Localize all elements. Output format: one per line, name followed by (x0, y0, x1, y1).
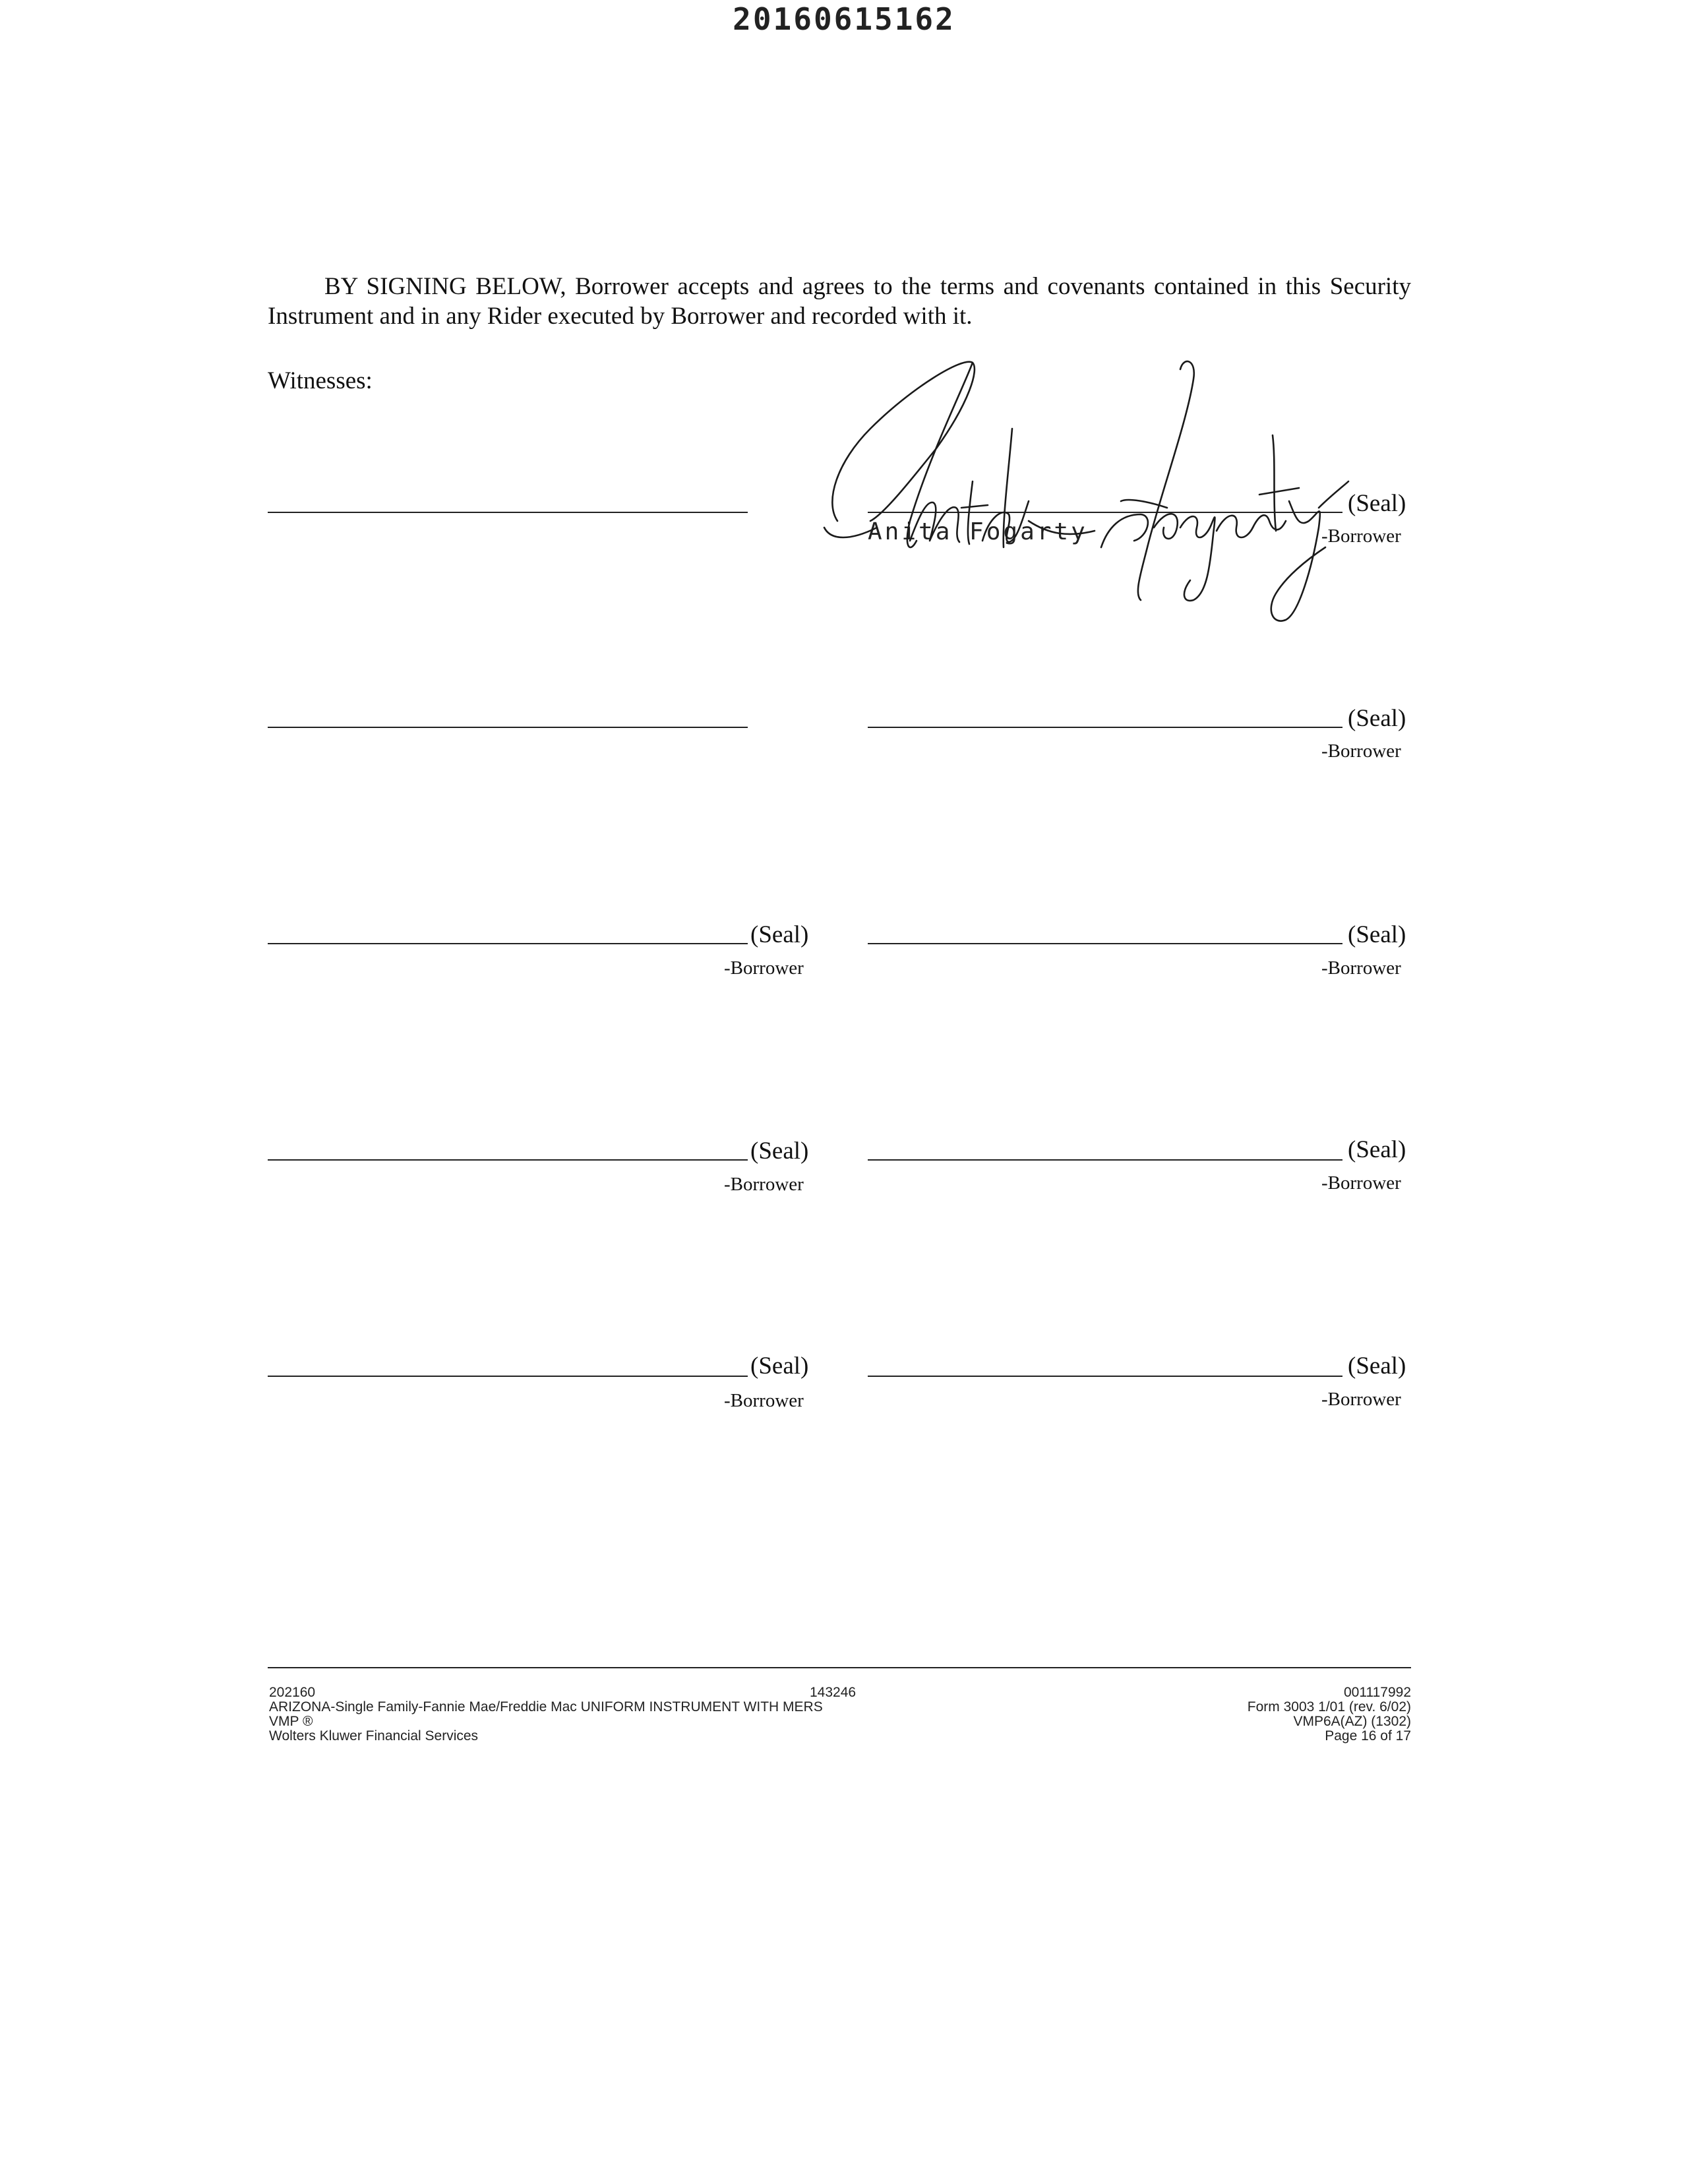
seal-label: (Seal) (1348, 1136, 1406, 1163)
footer-left (269, 1685, 823, 1744)
seal-label: (Seal) (1348, 490, 1406, 517)
borrower-label: -Borrower (724, 1174, 804, 1195)
borrower-signature-line-4 (868, 943, 1342, 944)
footer-rule (268, 1667, 1411, 1668)
seal-label: (Seal) (750, 921, 809, 948)
borrower-label: -Borrower (724, 1390, 804, 1411)
footer-right (1147, 1685, 1411, 1744)
borrower-signature-line-8 (868, 1376, 1342, 1377)
footer-vmp: VMP ® (269, 1714, 313, 1729)
borrower-label: -Borrower (1321, 526, 1401, 547)
document-number: 20160615162 (733, 1, 955, 37)
footer-publisher: Wolters Kluwer Financial Services (269, 1728, 479, 1744)
borrower-signature-line-7 (268, 1376, 748, 1377)
footer-vmp-code: VMP6A(AZ) (1302) (1293, 1714, 1411, 1729)
borrower-signature-line-3 (268, 943, 748, 944)
footer-page-number: Page 16 of 17 (1325, 1728, 1411, 1744)
borrower-label: -Borrower (724, 957, 804, 979)
footer-center-code: 143246 (810, 1685, 857, 1700)
borrower-label: -Borrower (1321, 741, 1401, 762)
borrower-typed-name: Anita Fogarty (868, 518, 1088, 545)
seal-label: (Seal) (750, 1138, 809, 1165)
seal-label: (Seal) (1348, 705, 1406, 732)
handwritten-signature (811, 349, 1352, 626)
seal-label: (Seal) (1348, 1352, 1406, 1380)
signing-statement (268, 272, 1411, 331)
borrower-label: -Borrower (1321, 1389, 1401, 1410)
signing-statement-text: Borrower accepts and agrees to the terms and covenants contained in this Security Instrument and in any Rider executed by Borrower and recorded with it. (268, 273, 1411, 330)
footer-form-title: ARIZONA-Single Family-Fannie Mae/Freddie Mac UNIFORM INSTRUMENT WITH MERS (269, 1699, 823, 1714)
signing-statement-lead: BY SIGNING BELOW, (324, 273, 566, 300)
borrower-label: -Borrower (1321, 1172, 1401, 1194)
borrower-signature-line-6 (868, 1159, 1342, 1161)
footer-form-code: 202160 (269, 1685, 316, 1700)
witness-line-1 (268, 512, 748, 513)
footer-loan-number: 001117992 (1344, 1685, 1411, 1700)
witnesses-label: Witnesses: (268, 367, 373, 394)
seal-label: (Seal) (1348, 921, 1406, 948)
borrower-signature-line-2 (868, 727, 1342, 728)
seal-label: (Seal) (750, 1352, 809, 1380)
borrower-signature-line-5 (268, 1159, 748, 1161)
footer-form-number: Form 3003 1/01 (rev. 6/02) (1247, 1699, 1411, 1714)
witness-line-2 (268, 727, 748, 728)
borrower-label: -Borrower (1321, 957, 1401, 979)
